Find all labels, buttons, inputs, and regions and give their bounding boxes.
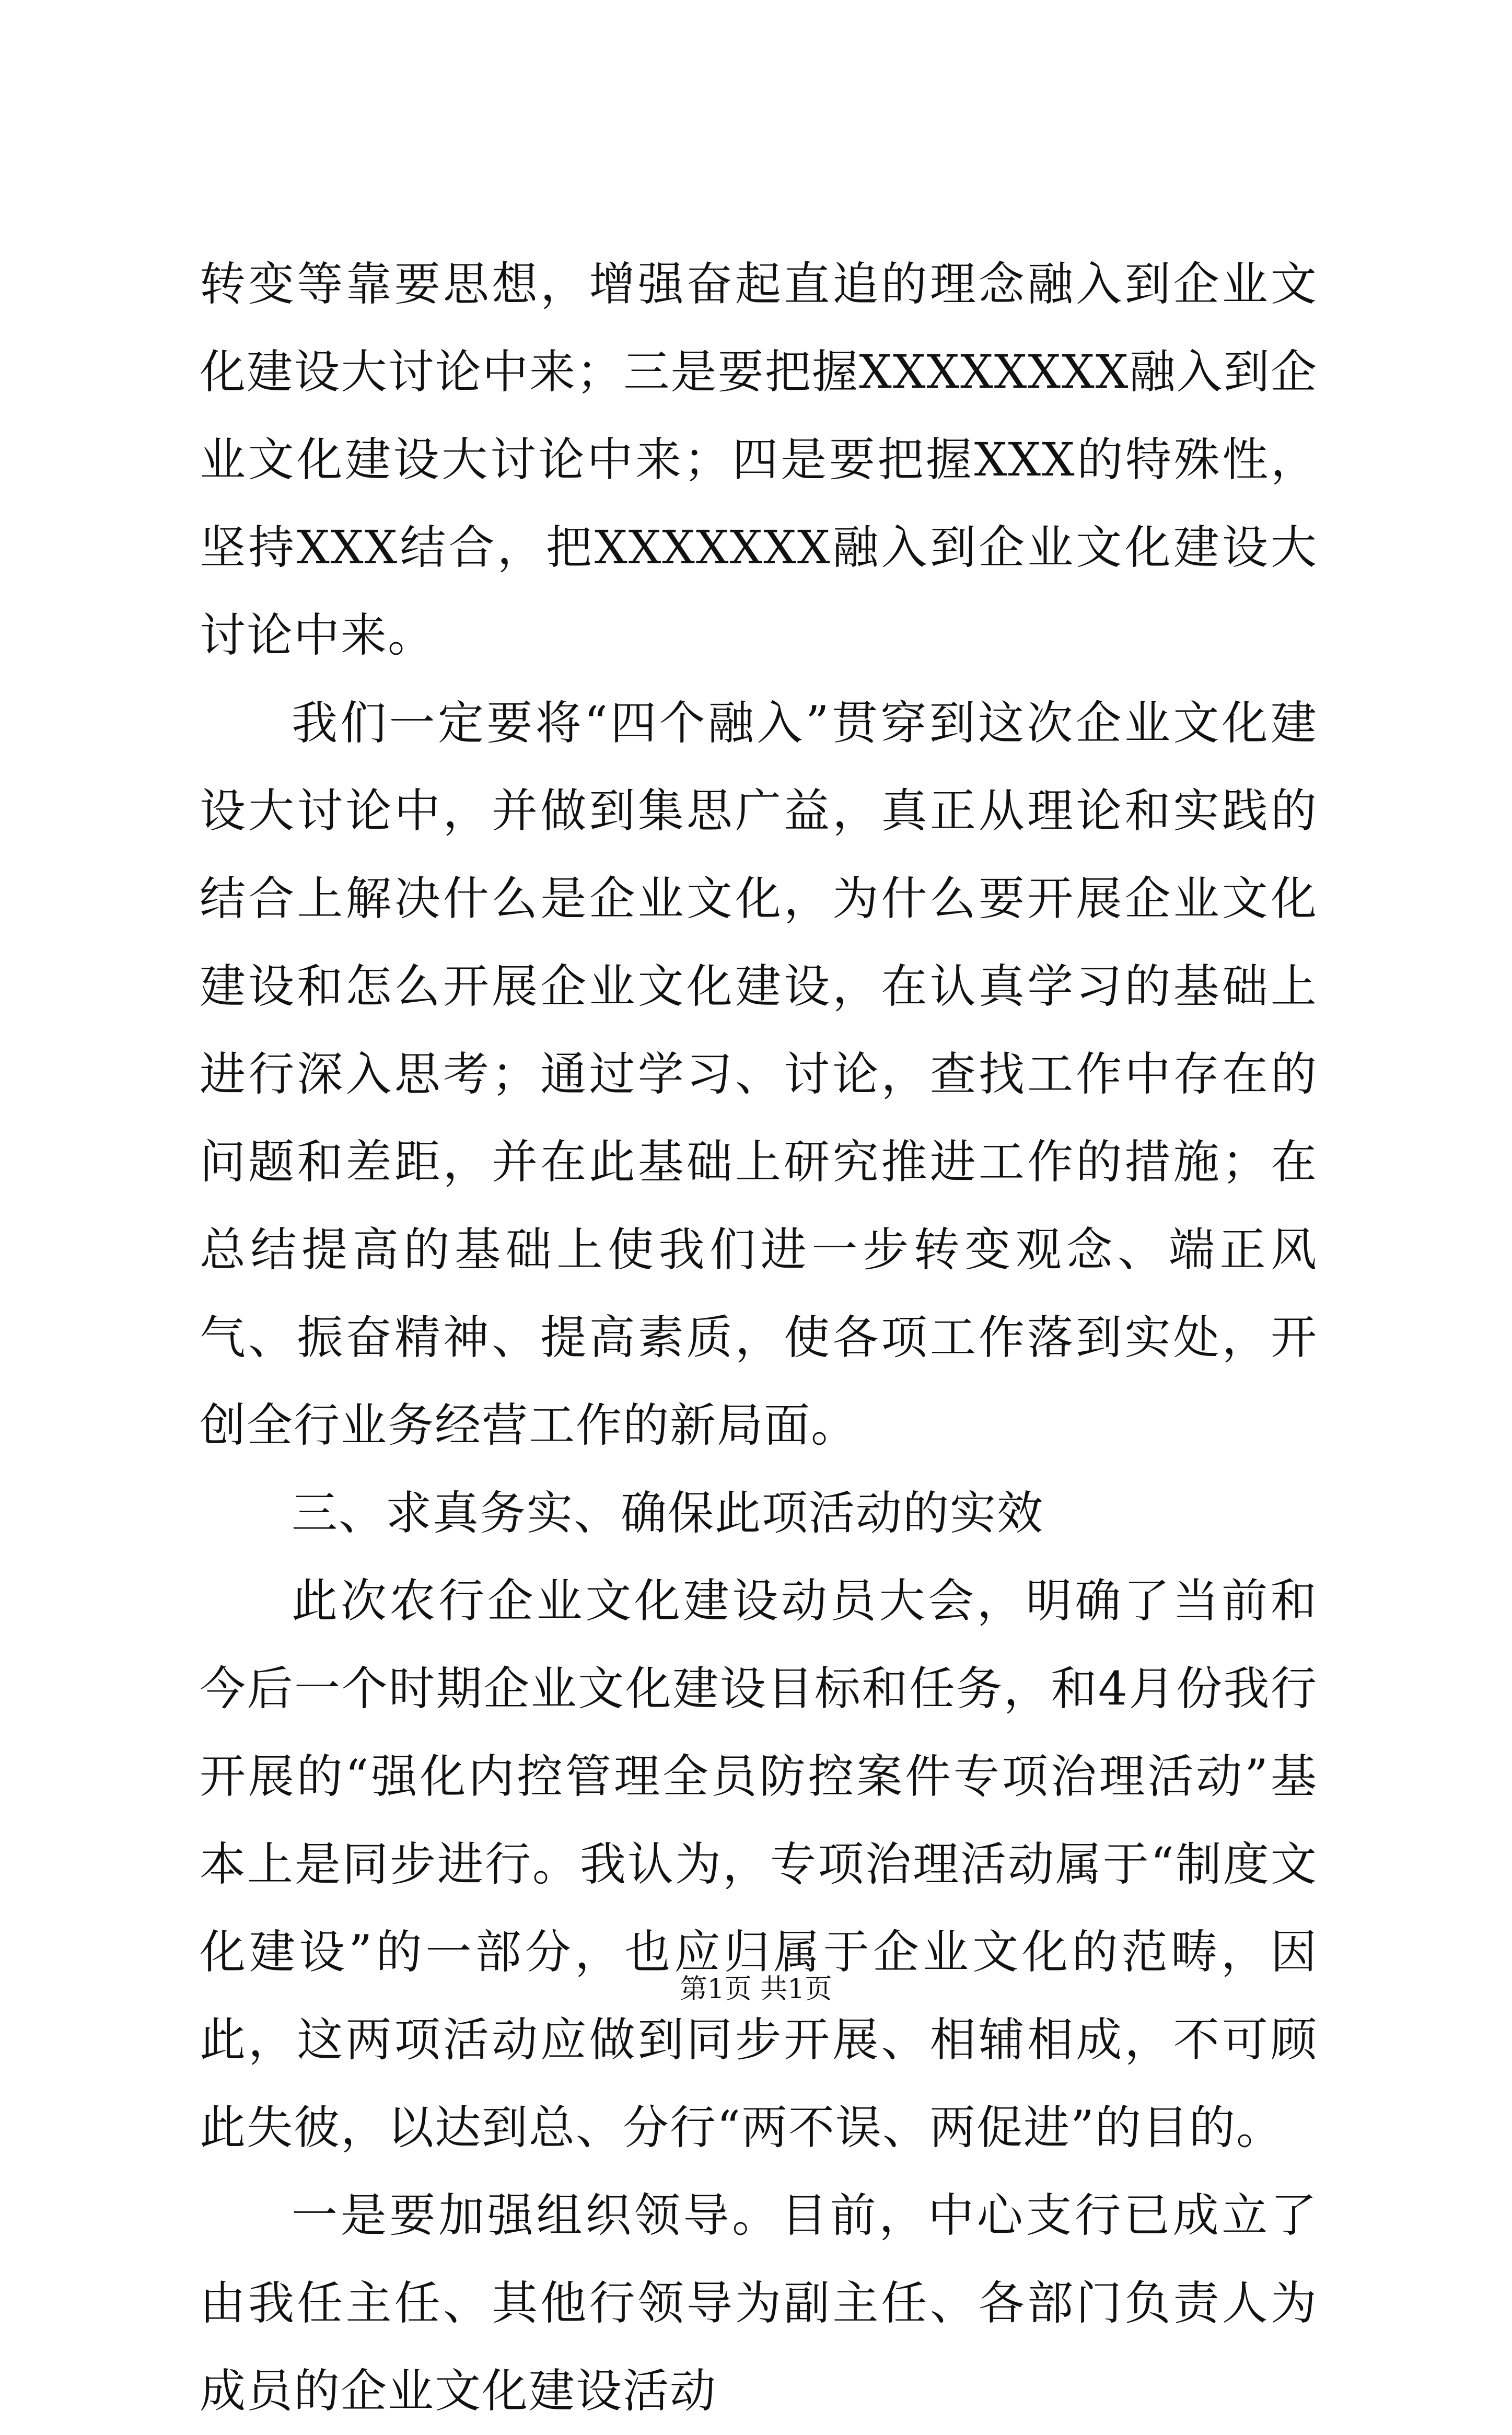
- paragraph-2: 我们一定要将“四个融入”贯穿到这次企业文化建设大讨论中，并做到集思广益，真正从理论和实践的结合上解决什么是企业文化，为什么要开展企业文化建设和怎么开展企业文化建设，在认真学习的基础上进行深入思考；通过学习、讨论，查找工作中存在的问题和差距，并在此基础上研究推进工作的措施；在总结提高的基础上使我们进一步转变观念、端正风气、振奋精神、提高素质，使各项工作落到实处，开创全行业务经营工作的新局面。: [200, 696, 1318, 1452]
- paragraph-1: 转变等靠要思想，增强奋起直追的理念融入到企业文化建设大讨论中来；三是要把握XXXXXXXX融入到企业文化建设大讨论中来；四是要把握XXX的特殊性，坚持XXX结合，把XXXXXXX融入到企业文化建设大讨论中来。: [200, 257, 1318, 662]
- paragraph-4: 一是要加强组织领导。目前，中心支行已成立了由我任主任、其他行领导为副主任、各部门负责人为成员的企业文化建设活动: [200, 2188, 1318, 2418]
- document-body: [200, 240, 1318, 2435]
- paragraph-3: 此次农行企业文化建设动员大会，明确了当前和今后一个时期企业文化建设目标和任务，和4月份我行开展的“强化内控管理全员防控案件专项治理活动”基本上是同步进行。我认为，专项治理活动属于“制度文化建设”的一部分，也应归属于企业文化的范畴，因此，这两项活动应做到同步开展、相辅相成，不可顾此失彼，以达到总、分行“两不误、两促进”的目的。: [200, 1574, 1318, 2154]
- section-heading: 三、求真务实、确保此项活动的实效: [292, 1486, 1044, 1540]
- page-footer: 第1页 共1页: [680, 1974, 832, 2005]
